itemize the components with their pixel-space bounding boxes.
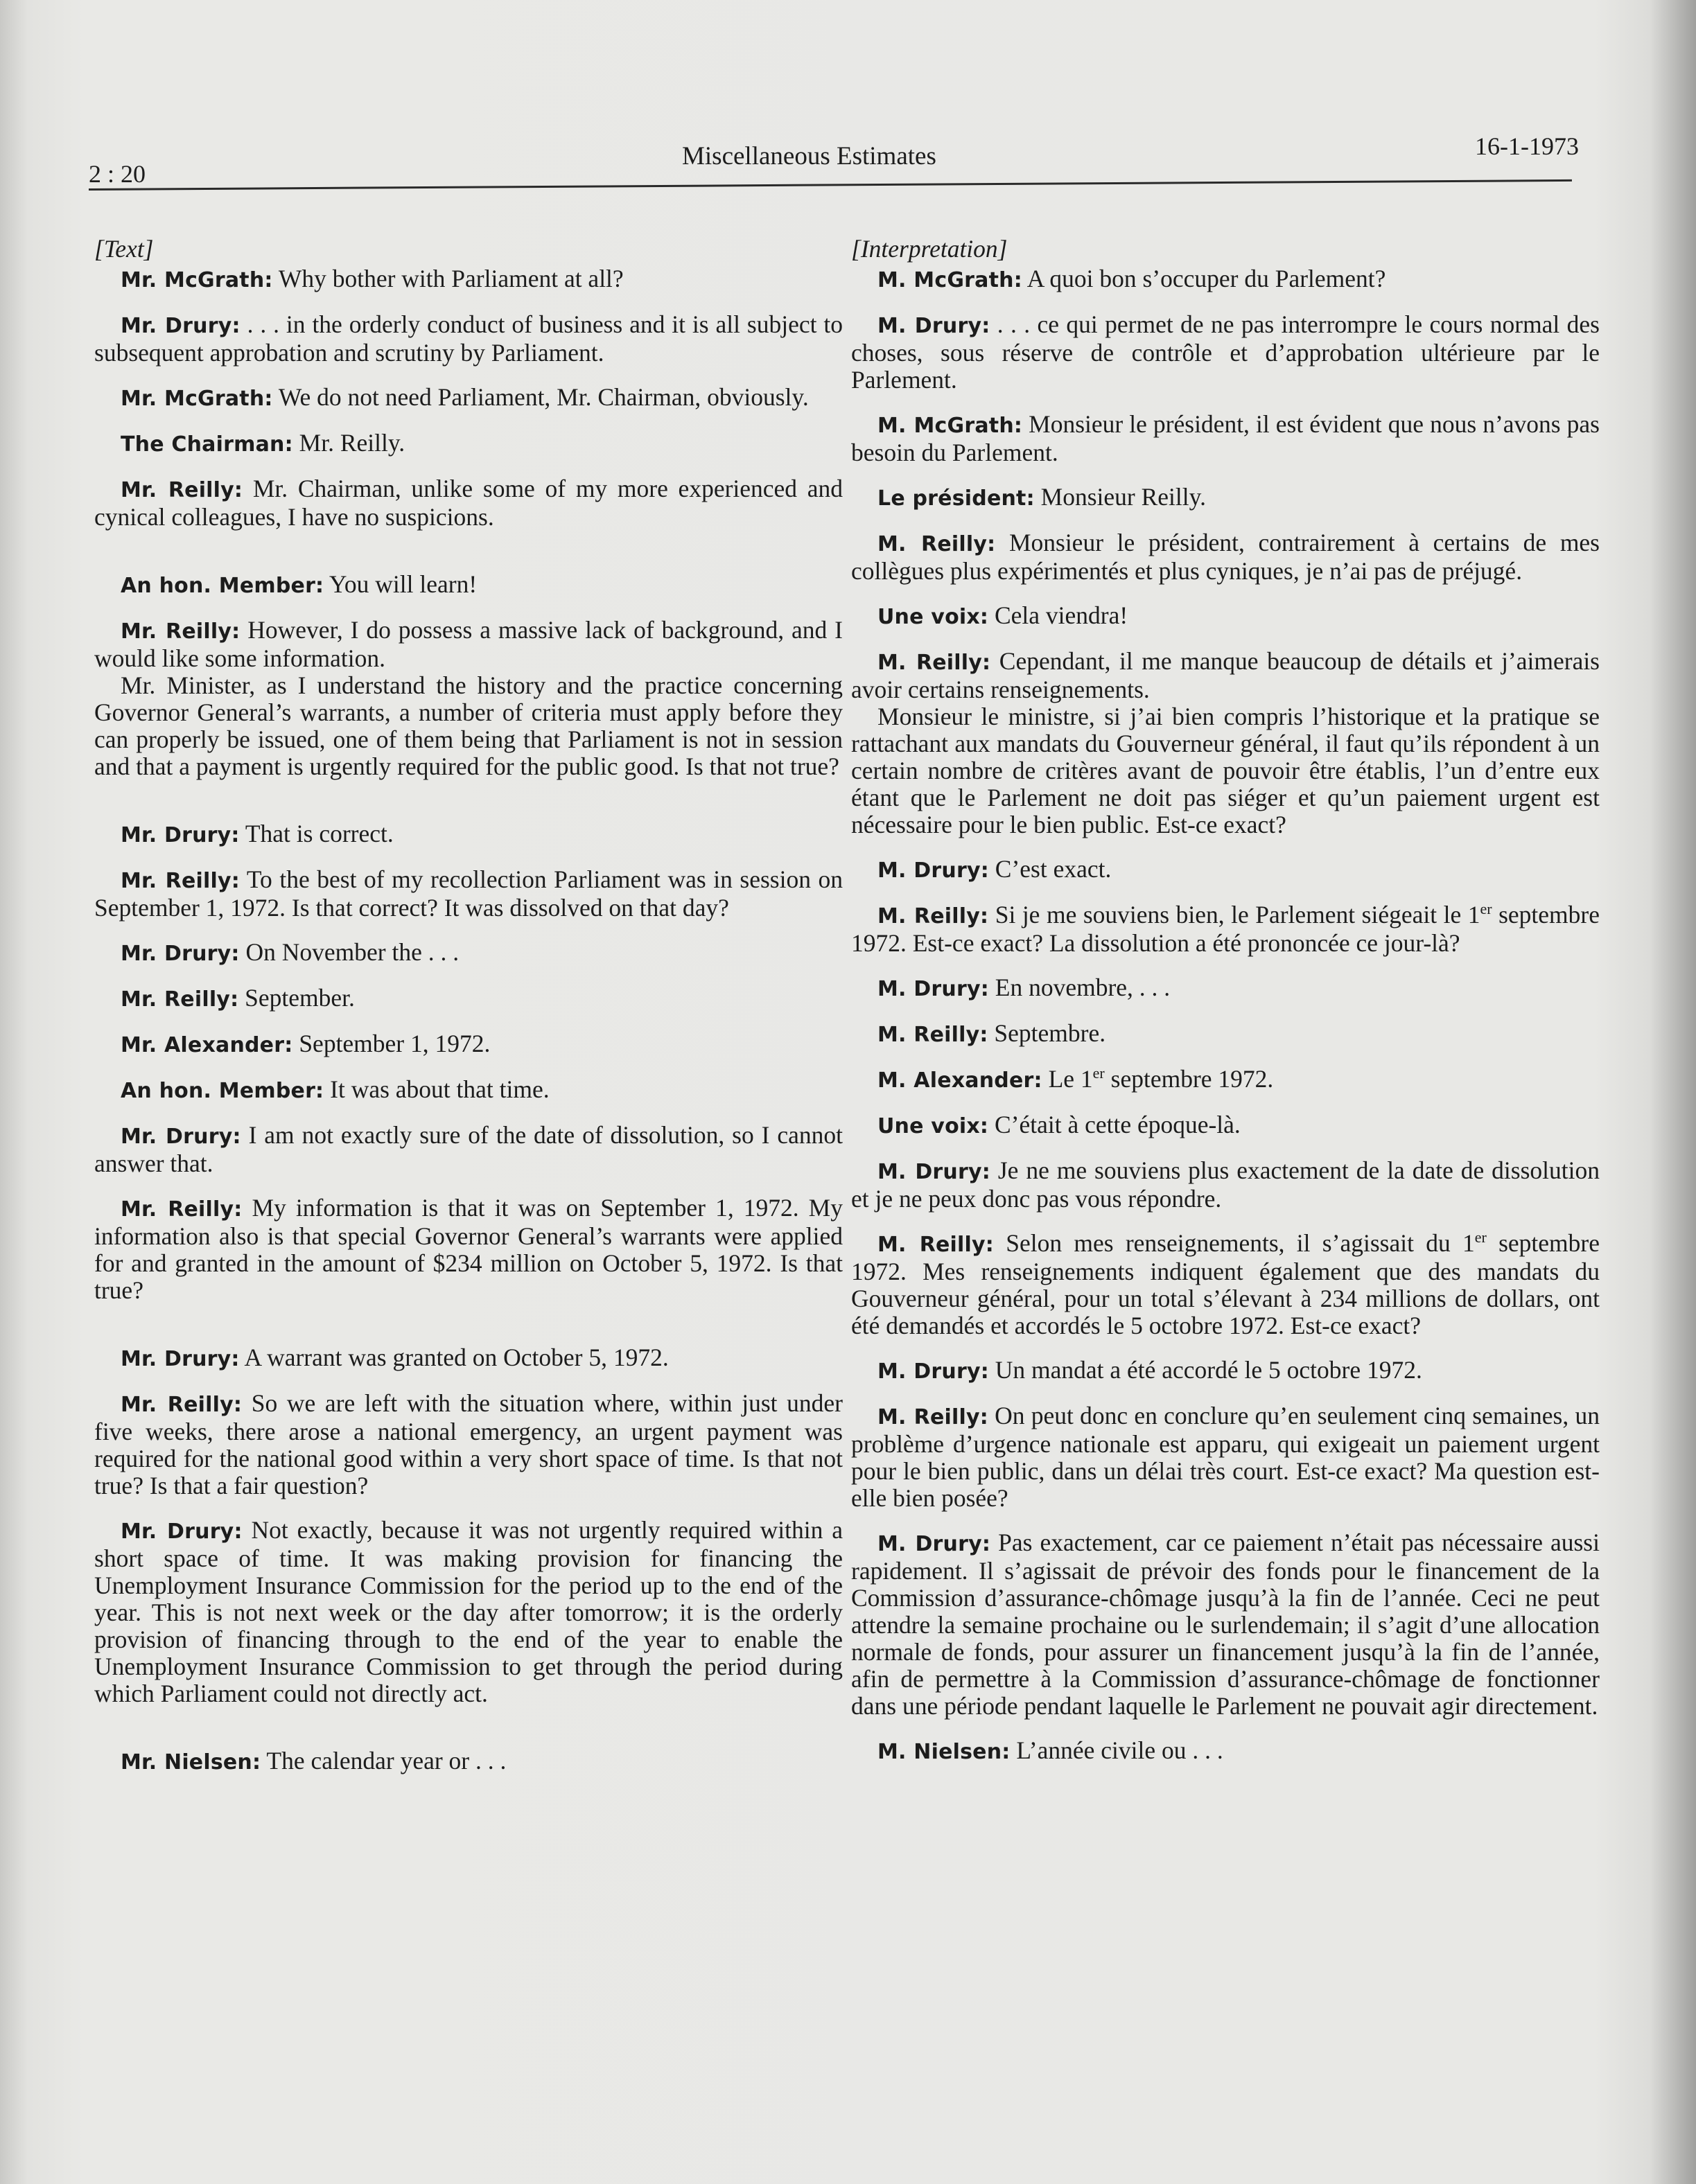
speaker-name: M. Alexander: (877, 1068, 1042, 1093)
speech-text: Monsieur le président, il est évident que nous n’avons pas besoin du Parlement. (851, 410, 1600, 466)
transcript-paragraph (94, 866, 843, 922)
speech-text: Mr. Chairman, unlike some of my more experienced and cynical colleagues, I have no suspicions. (94, 475, 843, 531)
speech-text: Monsieur le président, contrairement à certains de mes collègues plus expérimentés et plus cyniques, je n’ai pas de préjugé. (851, 529, 1600, 585)
transcript-paragraph (851, 411, 1600, 466)
transcript-paragraph (94, 1390, 843, 1499)
speech-text: En novembre, . . . (988, 974, 1171, 1001)
transcript-paragraph (94, 985, 843, 1013)
speaker-name: Mr. Drury: (121, 823, 240, 847)
header-date: 16-1-1973 (1475, 132, 1579, 160)
speech-text: Monsieur Reilly. (1034, 483, 1206, 511)
speaker-name: Mr. Reilly: (121, 1393, 243, 1417)
transcript-paragraph (851, 1230, 1600, 1339)
transcript-paragraph (94, 1122, 843, 1177)
transcript-paragraph (94, 1195, 843, 1304)
speech-text: A quoi bon s’occuper du Parlement? (1022, 265, 1386, 292)
speaker-name: An hon. Member: (121, 1079, 324, 1103)
transcript-paragraph (851, 311, 1600, 394)
speech-text: Selon mes renseignements, il s’agissait du 1er septembre 1972. Mes renseignements indiquent également que des mandats du Gouverneur général, pour un total s’élevant à 234 millions de dollars, ont été demandés et accordés le 5 octobre 1972. Est-ce exact? (851, 1228, 1600, 1339)
transcript-paragraph (94, 571, 843, 599)
transcript-paragraph (94, 311, 843, 367)
speech-text: We do not need Parliament, Mr. Chairman, obviously. (272, 383, 809, 411)
speaker-name: Mr. Drury: (121, 942, 240, 966)
speech-text: Septembre. (988, 1019, 1106, 1047)
speaker-name: Une voix: (877, 1114, 989, 1138)
speaker-name: Mr. McGrath: (121, 387, 273, 411)
speech-text: My information is that it was on September 1, 1972. My information also is that special Governor General’s warrants were applied for and granted in the amount of $234 million on October 5, 1972. Is that true? (94, 1194, 843, 1304)
speech-text: On peut donc en conclure qu’en seulement cinq semaines, un problème d’urgence nationale est apparu, qui exigeait un paiement urgent pour le bien public, dans un délai très court. Est-ce exact? Ma question est-elle bien posée? (851, 1402, 1600, 1512)
speech-text: Not exactly, because it was not urgently required within a short space of time. It was making provision for financing the Unemployment Insurance Commission for the period up to the end of the year. This is not next week or the day after tomorrow; it is the orderly provision of financing through to the end of the year to enable the Unemployment Insurance Commission to get through the period during which Parliament could not directly act. (94, 1516, 843, 1707)
speaker-name: M. McGrath: (877, 414, 1023, 438)
transcript-paragraph (851, 1111, 1600, 1140)
transcript-paragraph (94, 430, 843, 458)
speaker-name: M. Drury: (877, 1359, 989, 1384)
speaker-name: Mr. Reilly: (121, 987, 239, 1012)
speaker-name: M. Reilly: (877, 1023, 988, 1047)
transcript-paragraph (851, 1737, 1600, 1765)
speaker-name: M. Drury: (877, 1532, 991, 1556)
speaker-name: M. Reilly: (877, 532, 996, 556)
speech-text: Cela viendra! (988, 601, 1128, 629)
speech-text: I am not exactly sure of the date of dissolution, so I cannot answer that. (94, 1121, 843, 1177)
speaker-name: Mr. Drury: (121, 1347, 240, 1371)
speech-text: Mr. Minister, as I understand the history and the practice concerning Governor General’s warrants, a number of criteria must apply before they can properly be issued, one of them being that Parliament is not in session and that a payment is urgently required for the public good. Is that not true? (94, 671, 843, 780)
speech-text: On November the . . . (239, 938, 460, 966)
speaker-name: M. Reilly: (877, 1233, 994, 1257)
french-column (851, 236, 1600, 1783)
speech-text: Le 1er septembre 1972. (1042, 1064, 1274, 1093)
transcript-paragraph (94, 617, 843, 672)
speech-text: Why bother with Parliament at all? (272, 265, 624, 292)
transcript-paragraph (94, 939, 843, 967)
speech-text: Pas exactement, car ce paiement n’était pas nécessaire aussi rapidement. Il s’agissait de prévoir des fonds pour le financement de la Commission d’assurance-chômage jusqu’à la fin de l’année. Ceci ne peut attendre la semaine prochaine ou le surlendemain; il s’agit d’une allocation normale de fonds, pour assurer un financement jusqu’à la fin de l’année, afin de permettre à la Commission d’assurance-chômage de fonctionner dans une période pendant laquelle le Parlement ne pouvait agir directement. (851, 1529, 1600, 1720)
transcript-paragraph (851, 529, 1600, 585)
english-column (94, 236, 843, 1793)
speaker-name: Mr. Reilly: (121, 869, 240, 893)
speech-text: That is correct. (239, 820, 394, 847)
speech-text: To the best of my recollection Parliament was in session on September 1, 1972. Is that correct? It was dissolved on that day? (94, 865, 843, 922)
transcript-paragraph (94, 384, 843, 412)
transcript-paragraph (851, 1020, 1600, 1048)
speaker-name: Mr. Reilly: (121, 478, 243, 502)
speaker-name: M. Drury: (877, 977, 989, 1001)
transcript-paragraph (851, 1066, 1600, 1094)
transcript-paragraph (851, 856, 1600, 884)
speaker-name: M. Nielsen: (877, 1740, 1011, 1764)
transcript-paragraph (94, 1030, 843, 1059)
transcript-paragraph (851, 1402, 1600, 1512)
speech-text: A warrant was granted on October 5, 1972. (239, 1344, 669, 1371)
transcript-paragraph (851, 1357, 1600, 1385)
speaker-name: Mr. McGrath: (121, 268, 273, 292)
speaker-name: Mr. Nielsen: (121, 1750, 261, 1774)
speech-text: Mr. Reilly. (292, 429, 405, 457)
transcript-paragraph (851, 703, 1600, 838)
section-label: [Interpretation] (851, 235, 1008, 263)
speech-text: C’était à cette époque-là. (988, 1111, 1241, 1138)
running-title: Miscellaneous Estimates (682, 142, 936, 170)
speaker-name: Mr. Drury: (121, 1520, 243, 1544)
speech-text: September. (238, 984, 355, 1012)
speaker-name: Mr. Drury: (121, 314, 241, 338)
speaker-name: Le président: (877, 486, 1035, 511)
transcript-paragraph (94, 265, 843, 294)
transcript-paragraph (851, 484, 1600, 512)
speaker-name: The Chairman: (121, 432, 293, 457)
speech-text: Si je me souviens bien, le Parlement siégeait le 1er septembre 1972. Est-ce exact? La dissolution a été prononcée ce jour-là? (851, 900, 1600, 957)
speaker-name: An hon. Member: (121, 574, 324, 598)
speaker-name: M. Reilly: (877, 651, 991, 675)
speech-text: . . . ce qui permet de ne pas interrompre le cours normal des choses, sous réserve de contrôle et d’approbation ultérieure par le Parlement. (851, 310, 1600, 394)
speaker-name: M. Drury: (877, 1160, 990, 1184)
speech-text: So we are left with the situation where, within just under five weeks, there arose a national emergency, an urgent payment was required for the national good within a very short space of time. Is that not true? Is that a fair question? (94, 1389, 843, 1499)
transcript-paragraph (94, 1517, 843, 1707)
speech-text: Je ne me souviens plus exactement de la date de dissolution et je ne peux donc pas vous répondre. (851, 1156, 1600, 1213)
page-number: 2 : 20 (89, 160, 146, 188)
speaker-name: M. Drury: (877, 858, 989, 883)
transcript-paragraph (94, 1747, 843, 1776)
transcript-paragraph (851, 602, 1600, 631)
speech-text: You will learn! (324, 570, 478, 598)
speech-text: L’année civile ou . . . (1010, 1736, 1223, 1764)
transcript-paragraph (851, 1529, 1600, 1720)
speaker-name: M. Drury: (877, 314, 990, 338)
speaker-name: Mr. Reilly: (121, 1197, 243, 1222)
speech-text: It was about that time. (324, 1075, 550, 1103)
speaker-name: Mr. Reilly: (121, 619, 241, 644)
speaker-name: Mr. Drury: (121, 1125, 241, 1149)
transcript-paragraph (94, 1344, 843, 1373)
transcript-paragraph (94, 672, 843, 780)
transcript-paragraph (851, 974, 1600, 1003)
transcript-paragraph (851, 1157, 1600, 1213)
speech-text: Cependant, il me manque beaucoup de détails et j’aimerais avoir certains renseignements. (851, 647, 1600, 703)
speaker-name: M. Reilly: (877, 1405, 988, 1429)
speaker-name: Mr. Alexander: (121, 1033, 293, 1057)
transcript-paragraph (851, 648, 1600, 703)
transcript-paragraph (94, 1076, 843, 1104)
speaker-name: M. McGrath: (877, 268, 1022, 292)
speech-text: However, I do possess a massive lack of background, and I would like some information. (94, 616, 843, 672)
speech-text: Monsieur le ministre, si j’ai bien compris l’historique et la pratique se rattachant aux mandats du Gouverneur général, il faut qu’ils répondent à un certain nombre de critères avant de pouvoir être établis, l’un d’entre eux étant que le Parlement ne doit pas siéger et qu’un paiement urgent est nécessaire pour le bien public. Est-ce exact? (851, 703, 1600, 838)
speech-text: C’est exact. (988, 855, 1112, 883)
transcript-paragraph (94, 475, 843, 531)
speech-text: September 1, 1972. (292, 1030, 491, 1057)
transcript-paragraph (851, 901, 1600, 957)
section-label: [Text] (94, 235, 154, 263)
speaker-name: M. Reilly: (877, 904, 989, 928)
speech-text: . . . in the orderly conduct of business and it is all subject to subsequent approbation and scrutiny by Parliament. (94, 310, 843, 367)
transcript-paragraph (94, 820, 843, 849)
speaker-name: Une voix: (877, 605, 989, 629)
speech-text: Un mandat a été accordé le 5 octobre 1972. (988, 1356, 1422, 1384)
speech-text: The calendar year or . . . (261, 1747, 507, 1774)
transcript-paragraph (851, 265, 1600, 294)
